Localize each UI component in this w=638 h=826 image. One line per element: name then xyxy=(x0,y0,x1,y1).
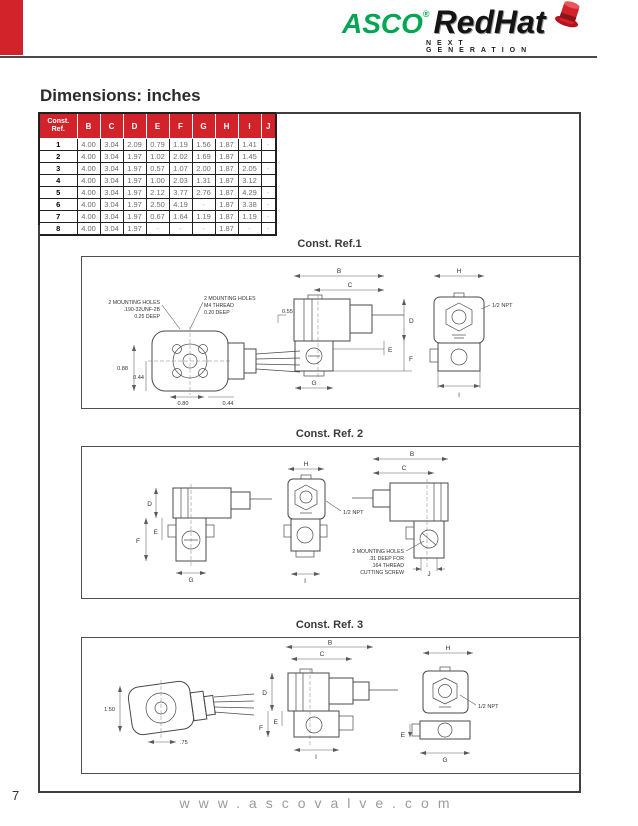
value-cell: 1.87 xyxy=(215,175,238,187)
value-cell: 3.04 xyxy=(100,211,123,223)
dim-label-i: I xyxy=(304,578,306,585)
const-ref-1-drawing xyxy=(82,257,579,408)
value-cell: 0.57 xyxy=(146,163,169,175)
ref-cell: 4 xyxy=(39,175,77,187)
value-cell: 1.97 xyxy=(123,151,146,163)
side-view-drawing xyxy=(136,484,272,584)
npt-callout: 1/2 NPT xyxy=(492,303,513,309)
value-cell: 2.09 xyxy=(123,139,146,151)
value-cell: 1.31 xyxy=(192,175,215,187)
value-cell: 4.00 xyxy=(77,139,100,151)
value-cell: 2.50 xyxy=(146,199,169,211)
const-ref-2-panel xyxy=(81,446,580,599)
value-cell: 1.87 xyxy=(215,187,238,199)
value-cell: 0.79 xyxy=(146,139,169,151)
value-cell: 2.00 xyxy=(192,163,215,175)
value-cell: 1.64 xyxy=(169,211,192,223)
mounting-callout-left-1: 2 MOUNTING HOLES xyxy=(108,300,160,306)
page-number: 7 xyxy=(12,788,20,803)
header-rule xyxy=(0,56,597,58)
mounting-callout-right-2: M4 THREAD xyxy=(204,303,234,309)
ref-column-header: Const. Ref. xyxy=(39,113,77,139)
column-header-h: H xyxy=(215,113,238,139)
value-cell: 3.04 xyxy=(100,151,123,163)
end-view-drawing xyxy=(401,645,499,764)
dim-label-g: G xyxy=(442,757,448,764)
value-cell: 3.04 xyxy=(100,139,123,151)
dimensions-table xyxy=(38,112,277,236)
end-view-drawing xyxy=(430,268,513,399)
value-cell: 3.77 xyxy=(169,187,192,199)
red-hat-icon xyxy=(552,0,586,30)
mounting-callout-left-3: 0.25 DEEP xyxy=(134,314,160,320)
value-cell: 1.07 xyxy=(169,163,192,175)
value-cell: 4.00 xyxy=(77,211,100,223)
const-ref-3-panel xyxy=(81,637,580,774)
dim-0-88: 0.88 xyxy=(117,366,128,372)
value-cell: - xyxy=(261,163,276,175)
value-cell: - xyxy=(261,199,276,211)
value-cell: 1.19 xyxy=(238,211,261,223)
mounting-callout-1: 2 MOUNTING HOLES xyxy=(352,549,404,555)
value-cell: - xyxy=(261,211,276,223)
registered-mark: ® xyxy=(422,9,430,19)
mounting-callout-3: .164 THREAD xyxy=(371,563,404,569)
table-row xyxy=(39,175,276,187)
value-cell: 4.29 xyxy=(238,187,261,199)
asco-redhat-logo xyxy=(342,6,582,56)
dim-label-e: E xyxy=(153,529,158,536)
value-cell: 1.97 xyxy=(123,223,146,236)
table-row xyxy=(39,163,276,175)
dim-label-g: G xyxy=(188,577,194,584)
dim-label-b: B xyxy=(336,268,342,275)
value-cell: 1.87 xyxy=(215,151,238,163)
dim-label-e: E xyxy=(273,719,278,726)
ref-cell: 5 xyxy=(39,187,77,199)
table-row xyxy=(39,223,276,236)
dim-label-h: H xyxy=(303,461,309,468)
const-ref-3-drawing xyxy=(82,638,579,773)
dimensions-table-body xyxy=(39,139,276,236)
dim-label-d: D xyxy=(262,690,267,697)
column-header-f: F xyxy=(169,113,192,139)
table-row xyxy=(39,211,276,223)
value-cell: 4.00 xyxy=(77,151,100,163)
dim-label-d: D xyxy=(147,501,152,508)
value-cell xyxy=(261,151,276,163)
value-cell: 1.19 xyxy=(169,139,192,151)
npt-callout: 1/2 NPT xyxy=(343,510,364,516)
dim-label-c: C xyxy=(347,282,353,289)
column-header-c: C xyxy=(100,113,123,139)
column-header-g: G xyxy=(192,113,215,139)
value-cell: 3.04 xyxy=(100,187,123,199)
column-header-b: B xyxy=(77,113,100,139)
table-row xyxy=(39,151,276,163)
value-cell: 4.00 xyxy=(77,163,100,175)
value-cell: 1.97 xyxy=(123,199,146,211)
dim-label-e2: E xyxy=(400,732,405,739)
ref-cell: 8 xyxy=(39,223,77,236)
value-cell: - xyxy=(192,223,215,236)
value-cell: 1.97 xyxy=(123,175,146,187)
dim-label-b: B xyxy=(409,451,415,458)
value-cell: 1.97 xyxy=(123,211,146,223)
dim-label-h: H xyxy=(456,268,462,275)
value-cell: - xyxy=(192,199,215,211)
value-cell: - xyxy=(146,223,169,236)
value-cell: 2.12 xyxy=(146,187,169,199)
logo-tagline: NEXT GENERATION xyxy=(426,40,533,54)
value-cell: 4.19 xyxy=(169,199,192,211)
value-cell: 3.04 xyxy=(100,163,123,175)
value-cell: 1.45 xyxy=(238,151,261,163)
mounting-callout-right-1: 2 MOUNTING HOLES xyxy=(204,296,256,302)
dim-label-j: J xyxy=(427,571,431,578)
dim-label-i: I xyxy=(315,754,317,761)
const-ref-3-title: Const. Ref. 3 xyxy=(295,619,364,631)
dim-0-55: 0.55 xyxy=(282,309,293,315)
dim-0-44-b: 0.44 xyxy=(222,401,234,407)
value-cell: 4.00 xyxy=(77,175,100,187)
dim-0-80: 0.80 xyxy=(177,401,189,407)
table-header-row xyxy=(39,113,276,139)
value-cell: 1.87 xyxy=(215,139,238,151)
dim-label-i: I xyxy=(458,392,460,399)
value-cell xyxy=(261,175,276,187)
value-cell: 1.56 xyxy=(192,139,215,151)
mounting-callout-2: .31 DEEP FOR xyxy=(368,556,404,562)
value-cell: 1.97 xyxy=(123,187,146,199)
front-view-drawing xyxy=(108,296,300,407)
page-title: Dimensions: inches xyxy=(40,86,201,105)
value-cell: 1.87 xyxy=(215,211,238,223)
dim-0-44-a: 0.44 xyxy=(133,375,144,381)
dim-label-f: F xyxy=(259,725,263,732)
asco-wordmark: ASCO® xyxy=(342,8,430,39)
value-cell: 4.00 xyxy=(77,223,100,236)
dim-label-g: G xyxy=(311,380,317,387)
dim-75: .75 xyxy=(180,740,188,746)
value-cell: 1.19 xyxy=(192,211,215,223)
end-view-drawing xyxy=(284,461,364,585)
side-view-drawing xyxy=(294,268,414,390)
table-row xyxy=(39,199,276,211)
const-ref-2-title: Const. Ref. 2 xyxy=(295,428,364,440)
value-cell: 3.04 xyxy=(100,175,123,187)
ref-cell: 6 xyxy=(39,199,77,211)
column-header-i: I xyxy=(238,113,261,139)
value-cell: - xyxy=(169,223,192,236)
dim-label-c: C xyxy=(401,465,407,472)
front-view-drawing xyxy=(104,680,254,746)
value-cell: 4.00 xyxy=(77,199,100,211)
value-cell: 2.76 xyxy=(192,187,215,199)
dim-1-50: 1.50 xyxy=(104,707,115,713)
ref-cell: 7 xyxy=(39,211,77,223)
value-cell: 2.03 xyxy=(169,175,192,187)
value-cell: 3.38 xyxy=(238,199,261,211)
const-ref-1-title: Const. Ref.1 xyxy=(297,238,362,250)
column-header-d: D xyxy=(123,113,146,139)
value-cell: - xyxy=(238,223,261,236)
value-cell: 4.00 xyxy=(77,187,100,199)
ref-cell: 1 xyxy=(39,139,77,151)
value-cell: 1.69 xyxy=(192,151,215,163)
const-ref-2-drawing xyxy=(82,447,579,598)
value-cell: - xyxy=(261,187,276,199)
ref-cell: 2 xyxy=(39,151,77,163)
const-ref-1-panel xyxy=(81,256,580,409)
red-corner-block xyxy=(0,0,23,55)
dim-label-h: H xyxy=(445,645,451,652)
column-header-j: J xyxy=(261,113,276,139)
column-header-e: E xyxy=(146,113,169,139)
dim-label-d: D xyxy=(409,318,414,325)
value-cell: 1.87 xyxy=(215,163,238,175)
value-cell: 1.41 xyxy=(238,139,261,151)
table-row xyxy=(39,187,276,199)
mounting-callout-4: CUTTING SCREW xyxy=(360,570,404,576)
value-cell: - xyxy=(261,139,276,151)
value-cell: 1.87 xyxy=(215,223,238,236)
dim-label-e: E xyxy=(388,347,393,354)
value-cell: 3.04 xyxy=(100,223,123,236)
value-cell: 1.97 xyxy=(123,163,146,175)
footer-url: www.ascovalve.com xyxy=(179,795,459,811)
value-cell: 2.02 xyxy=(169,151,192,163)
table-row xyxy=(39,139,276,151)
mounting-callout-right-3: 0.20 DEEP xyxy=(204,310,230,316)
npt-callout: 1/2 NPT xyxy=(478,704,499,710)
value-cell: 1.00 xyxy=(146,175,169,187)
value-cell: 3.12 xyxy=(238,175,261,187)
redhat-wordmark: RedHat xyxy=(433,4,546,40)
value-cell: 0.67 xyxy=(146,211,169,223)
side-view-drawing xyxy=(259,640,398,762)
ref-cell: 3 xyxy=(39,163,77,175)
value-cell: - xyxy=(261,223,276,236)
dim-label-c: C xyxy=(319,651,325,658)
value-cell: 2.05 xyxy=(238,163,261,175)
mounting-callout-left-2: .190-32UNF-2B xyxy=(123,307,160,313)
dim-label-f: F xyxy=(409,356,413,363)
dim-label-f: F xyxy=(136,538,140,545)
value-cell: 1.02 xyxy=(146,151,169,163)
value-cell: 1.87 xyxy=(215,199,238,211)
dim-label-b: B xyxy=(327,639,333,647)
value-cell: 3.04 xyxy=(100,199,123,211)
side-view-mirrored-drawing xyxy=(352,451,448,578)
